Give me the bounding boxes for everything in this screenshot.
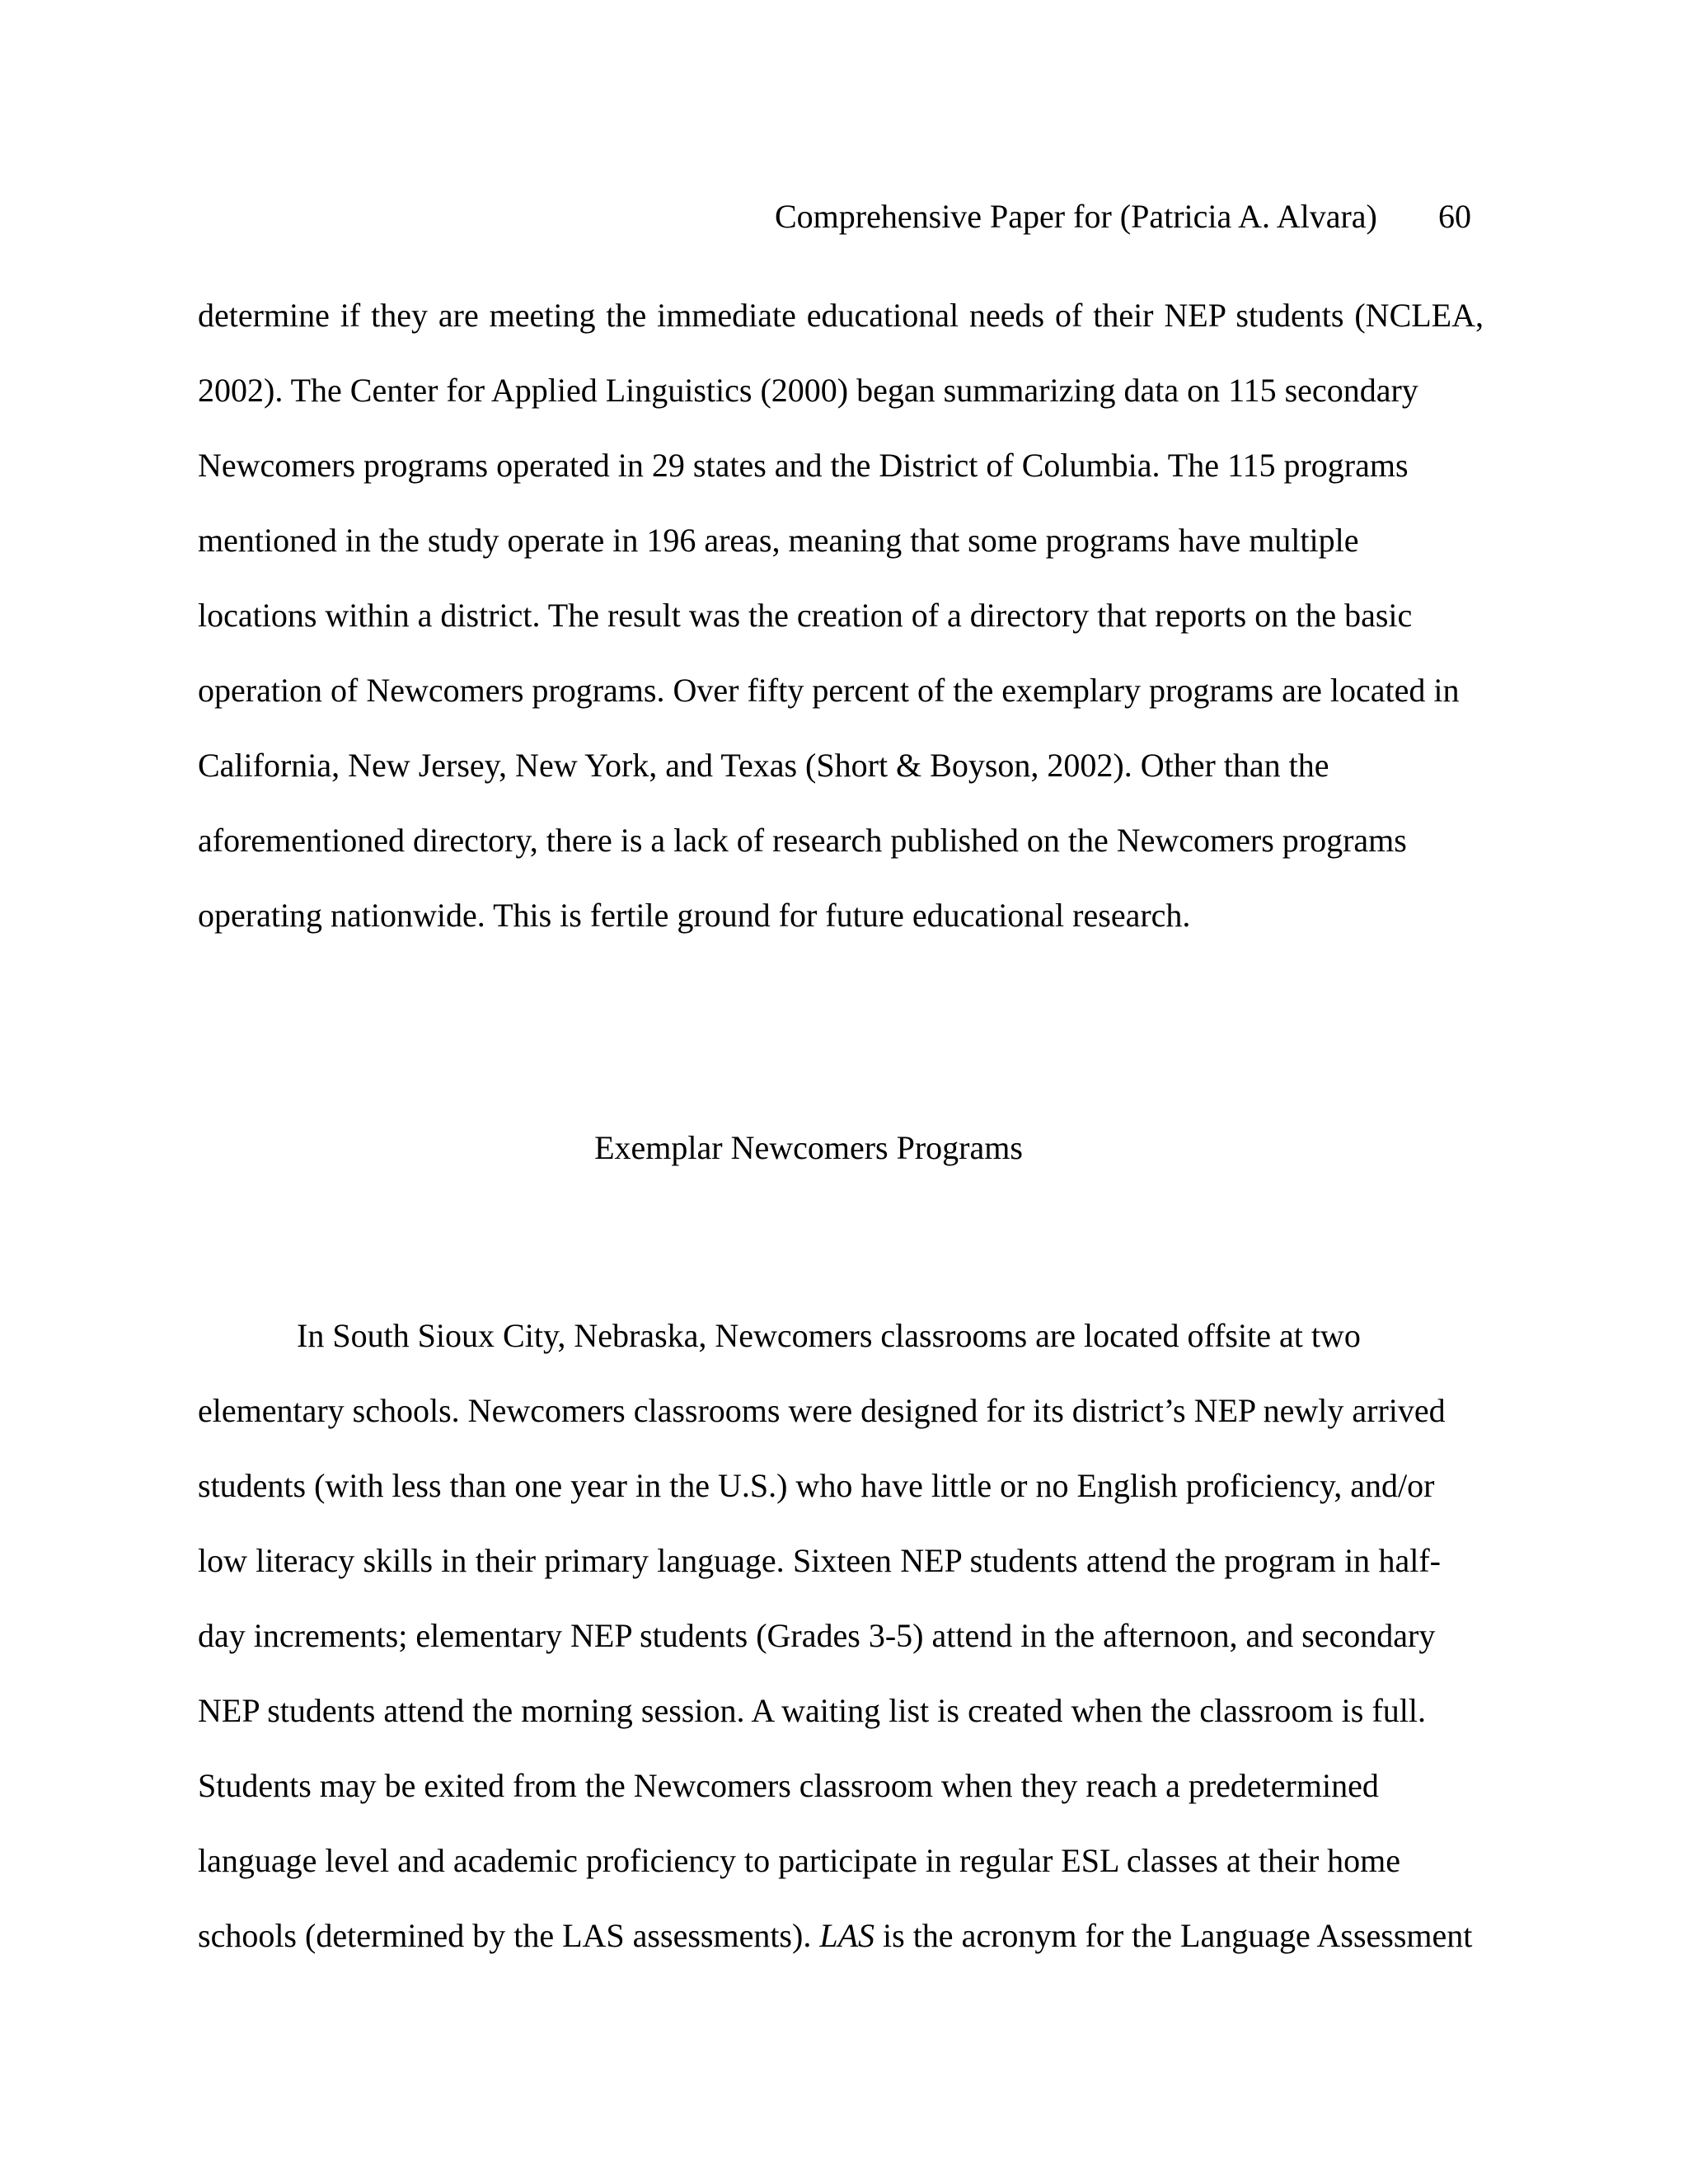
paragraph-line: Newcomers programs operated in 29 states and the District of Columbia. The 115 programs [198, 447, 1409, 484]
paragraph-last-line [198, 1915, 1473, 1957]
paragraph-line: 2002). The Center for Applied Linguistics (2000) began summarizing data on 115 secondary [198, 372, 1418, 409]
paragraph-line: language level and academic proficiency to participate in regular ESL classes at their home [198, 1842, 1401, 1879]
paragraph-line: low literacy skills in their primary language. Sixteen NEP students attend the program in half- [198, 1542, 1441, 1579]
last-line-text-after: is the acronym for the Language Assessment [874, 1917, 1473, 1954]
paragraph-line: operating nationwide. This is fertile ground for future educational research. [198, 897, 1191, 934]
paragraph-line: In South Sioux City, Nebraska, Newcomers classrooms are located offsite at two [297, 1317, 1361, 1354]
paragraph-line: mentioned in the study operate in 196 areas, meaning that some programs have multiple [198, 522, 1359, 559]
paragraph-line: students (with less than one year in the U.S.) who have little or no English proficiency, and/or [198, 1467, 1435, 1504]
paragraph-line: day increments; elementary NEP students (Grades 3-5) attend in the afternoon, and secondary [198, 1617, 1436, 1654]
paragraph-line: operation of Newcomers programs. Over fifty percent of the exemplary programs are located in [198, 672, 1460, 709]
paragraph-line: locations within a district. The result was the creation of a directory that reports on the basic [198, 597, 1413, 634]
last-line-text-before: schools (determined by the LAS assessments). [198, 1917, 820, 1954]
paragraph-line: elementary schools. Newcomers classrooms were designed for its district’s NEP newly arrived [198, 1392, 1446, 1429]
las-acronym-italic: LAS [819, 1917, 875, 1954]
running-head [775, 195, 1484, 238]
paragraph-line: NEP students attend the morning session. A waiting list is created when the classroom is full. [198, 1692, 1426, 1729]
paragraph-line: California, New Jersey, New York, and Texas (Short & Boyson, 2002). Other than the [198, 747, 1329, 784]
paragraph-line: aforementioned directory, there is a lack of research published on the Newcomers programs [198, 822, 1407, 859]
page-number: 60 [1438, 198, 1471, 235]
running-title: Comprehensive Paper for (Patricia A. Alvara) [775, 198, 1377, 235]
paragraph-line: determine if they are meeting the immediate educational needs of their NEP students (NCLEA, [198, 297, 1484, 334]
paragraph-line: Students may be exited from the Newcomers classroom when they reach a predetermined [198, 1767, 1379, 1804]
section-heading: Exemplar Newcomers Programs [594, 1129, 1023, 1166]
